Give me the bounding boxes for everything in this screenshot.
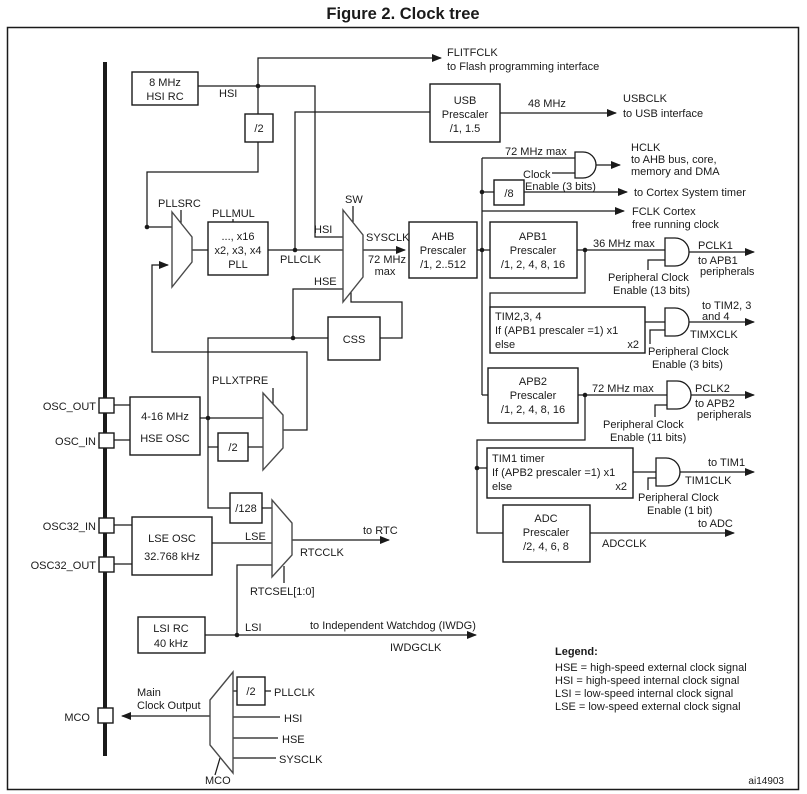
- rtc-dest-label: to RTC: [363, 525, 398, 537]
- tim234-line1: TIM2,3, 4: [495, 311, 542, 323]
- iwdgclk-label: IWDGCLK: [390, 642, 442, 654]
- hse-osc-block: [130, 397, 200, 455]
- tim1-line3: else: [492, 481, 513, 493]
- junction-dot: [480, 248, 485, 253]
- junction-dot: [291, 336, 296, 341]
- hsi-rc-line1: 8 MHz: [149, 77, 181, 89]
- pin-label-osc-out: OSC_OUT: [42, 401, 96, 413]
- usb-line3: /1, 1.5: [449, 123, 481, 135]
- pin-label-osc32-out: OSC32_OUT: [30, 560, 96, 572]
- tim1-line2: If (APB2 prescaler =1) x1: [492, 467, 616, 479]
- apb2-line1: APB2: [518, 376, 548, 388]
- div2-hsi-label: /2: [254, 123, 264, 135]
- 48mhz-label: 48 MHz: [528, 98, 566, 110]
- junction-dot: [583, 393, 588, 398]
- tim1-line1: TIM1 timer: [492, 453, 545, 465]
- lse-label: LSE: [245, 531, 266, 543]
- fclk-label1: FCLK Cortex: [632, 206, 696, 218]
- tim1-line4: x2: [615, 481, 627, 493]
- pclk2-dest2-label: peripherals: [697, 409, 752, 421]
- flitfclk-label: FLITFCLK: [447, 47, 498, 59]
- apb2-line3: /1, 2, 4, 8, 16: [500, 404, 566, 416]
- mco-pllclk-label: PLLCLK: [274, 687, 315, 699]
- hclk-dest1-label: to AHB bus, core,: [631, 154, 717, 166]
- pllclk-label: PLLCLK: [280, 254, 321, 266]
- cortex-timer-label: to Cortex System timer: [634, 187, 746, 199]
- pin-osc-in: [99, 433, 114, 448]
- pclk1-and-gate: [665, 238, 689, 266]
- 72mhz-apb2-label: 72 MHz max: [592, 383, 654, 395]
- div128-label: /128: [235, 503, 257, 515]
- tim1-dest-label: to TIM1: [708, 457, 746, 469]
- pll-line2: x2, x3, x4: [214, 245, 262, 257]
- hclk-dest2-label: memory and DMA: [631, 166, 720, 178]
- clock-enable-label2: Enable (3 bits): [525, 181, 596, 193]
- apb1-enable-label2: Enable (13 bits): [613, 285, 691, 297]
- hsi-rc-line2: HSI RC: [146, 91, 184, 103]
- adc-line3: /2, 4, 6, 8: [523, 541, 569, 553]
- lsi-rc-line2: 40 kHz: [153, 638, 189, 650]
- adc-line1: ADC: [534, 513, 558, 525]
- timx-enable-label2: Enable (3 bits): [652, 359, 723, 371]
- rtcsel-label: RTCSEL[1:0]: [250, 586, 315, 598]
- sw-mux: [343, 210, 363, 302]
- main-clock-label1: Main: [137, 687, 161, 699]
- sw-hsi-label: HSI: [314, 224, 333, 236]
- pllmul-label: PLLMUL: [212, 208, 255, 220]
- junction-dot: [235, 633, 240, 638]
- legend-item-lsi: LSI = low-speed internal clock signal: [555, 688, 734, 700]
- tim1-and-gate: [656, 458, 680, 486]
- pin-osc32-in: [99, 518, 114, 533]
- hse-osc-line1: 4-16 MHz: [141, 411, 189, 423]
- mco-sysclk-label: SYSCLK: [279, 754, 323, 766]
- pclk2-label: PCLK2: [695, 383, 730, 395]
- pllsrc-mux: [172, 212, 192, 287]
- lse-osc-line1: LSE OSC: [148, 533, 196, 545]
- adc-dest-label: to ADC: [698, 518, 733, 530]
- junction-dot: [475, 466, 480, 471]
- sysclk-label: SYSCLK: [366, 232, 410, 244]
- adcclk-label: ADCCLK: [602, 538, 647, 550]
- 72mhz-hclk-label: 72 MHz max: [505, 146, 567, 158]
- junction-dot: [145, 225, 150, 230]
- junction-dot: [583, 248, 588, 253]
- css-label: CSS: [342, 334, 366, 346]
- ahb-line2: Prescaler: [419, 245, 467, 257]
- pclk1-dest2-label: peripherals: [700, 266, 755, 278]
- ahb-line1: AHB: [431, 231, 455, 243]
- mco-mux: [210, 672, 233, 773]
- pllxtpre-label: PLLXTPRE: [212, 375, 269, 387]
- pllxtpre-mux: [263, 393, 283, 470]
- div8-label: /8: [504, 188, 514, 200]
- junction-dot: [256, 84, 261, 89]
- adc-line2: Prescaler: [522, 527, 570, 539]
- tim234-line4: x2: [627, 339, 639, 351]
- fclk-label2: free running clock: [632, 219, 719, 231]
- pclk1-dest1-label: to APB1: [698, 255, 738, 267]
- timx-enable-label1: Peripheral Clock: [648, 346, 729, 358]
- tim1clk-label: TIM1CLK: [685, 475, 732, 487]
- apb1-line2: Prescaler: [509, 245, 557, 257]
- pclk1-label: PCLK1: [698, 240, 733, 252]
- apb1-line1: APB1: [518, 231, 548, 243]
- timx-dest1-label: to TIM2, 3: [702, 300, 752, 312]
- ahb-line3: /1, 2..512: [420, 259, 466, 271]
- 36mhz-label: 36 MHz max: [593, 238, 655, 250]
- timx-and-gate: [665, 308, 689, 336]
- wire-flitfclk: [258, 58, 441, 86]
- pin-mco: [98, 708, 113, 723]
- legend-item-lse: LSE = low-speed external clock signal: [555, 701, 741, 713]
- legend-item-hsi: HSI = high-speed internal clock signal: [555, 675, 740, 687]
- pin-osc-out: [99, 398, 114, 413]
- lsi-label: LSI: [245, 622, 262, 634]
- pin-label-osc-in: OSC_IN: [55, 436, 96, 448]
- apb1-line3: /1, 2, 4, 8, 16: [500, 259, 566, 271]
- 72mhz-sysclk-label2: max: [374, 266, 396, 278]
- pin-label-mco: MCO: [64, 712, 90, 724]
- tim234-line2: If (APB1 prescaler =1) x1: [495, 325, 619, 337]
- pclk2-dest1-label: to APB2: [695, 398, 735, 410]
- timx-dest2-label: and 4: [702, 311, 730, 323]
- pll-line3: PLL: [228, 259, 248, 271]
- mco-mux-label: MCO: [205, 775, 231, 787]
- tim1-enable-label1: Peripheral Clock: [638, 492, 719, 504]
- pin-label-osc32-in: OSC32_IN: [42, 521, 96, 533]
- iwdg-dest-label: to Independent Watchdog (IWDG): [310, 620, 476, 632]
- tim234-line3: else: [495, 339, 516, 351]
- usbclk-label: USBCLK: [623, 93, 668, 105]
- mco-hsi-label: HSI: [284, 713, 303, 725]
- apb1-enable-label1: Peripheral Clock: [608, 272, 689, 284]
- flitf-dest-label: to Flash programming interface: [447, 61, 600, 73]
- apb2-enable-label1: Peripheral Clock: [603, 419, 684, 431]
- hclk-and-gate: [575, 152, 596, 178]
- div2-mco-label: /2: [246, 686, 256, 698]
- junction-dot: [293, 248, 298, 253]
- hse-osc-line2: HSE OSC: [140, 433, 190, 445]
- pll-line1: ..., x16: [221, 231, 255, 243]
- lsi-rc-line1: LSI RC: [153, 623, 189, 635]
- main-clock-label2: Clock Output: [137, 700, 201, 712]
- timxclk-label: TIMXCLK: [690, 329, 738, 341]
- clock-enable-label1: Clock: [523, 169, 551, 181]
- tim1-enable-label2: Enable (1 bit): [647, 505, 713, 517]
- div2-hse-label: /2: [228, 442, 238, 454]
- usb-line2: Prescaler: [441, 109, 489, 121]
- junction-dot: [480, 190, 485, 195]
- pclk2-and-gate: [667, 381, 691, 409]
- mco-hse-label: HSE: [282, 734, 305, 746]
- figure-id: ai14903: [748, 776, 784, 787]
- figure-title: Figure 2. Clock tree: [326, 5, 480, 23]
- hsi-out-label: HSI: [219, 88, 238, 100]
- legend-heading: Legend:: [555, 646, 598, 658]
- apb2-enable-label2: Enable (11 bits): [610, 432, 687, 444]
- rtcsel-mux: [272, 500, 292, 577]
- junction-dot: [206, 416, 211, 421]
- sw-hse-label: HSE: [314, 276, 337, 288]
- pin-osc32-out: [99, 557, 114, 572]
- lse-osc-line2: 32.768 kHz: [144, 551, 200, 563]
- legend-item-hse: HSE = high-speed external clock signal: [555, 662, 747, 674]
- lse-osc-block: [132, 517, 212, 575]
- rtcclk-label: RTCCLK: [300, 547, 344, 559]
- hclk-label: HCLK: [631, 142, 661, 154]
- usb-line1: USB: [453, 95, 477, 107]
- pllsrc-label: PLLSRC: [158, 198, 201, 210]
- apb2-line2: Prescaler: [509, 390, 557, 402]
- usb-dest-label: to USB interface: [623, 108, 704, 120]
- 72mhz-sysclk-label1: 72 MHz: [368, 254, 406, 266]
- sw-label: SW: [345, 194, 363, 206]
